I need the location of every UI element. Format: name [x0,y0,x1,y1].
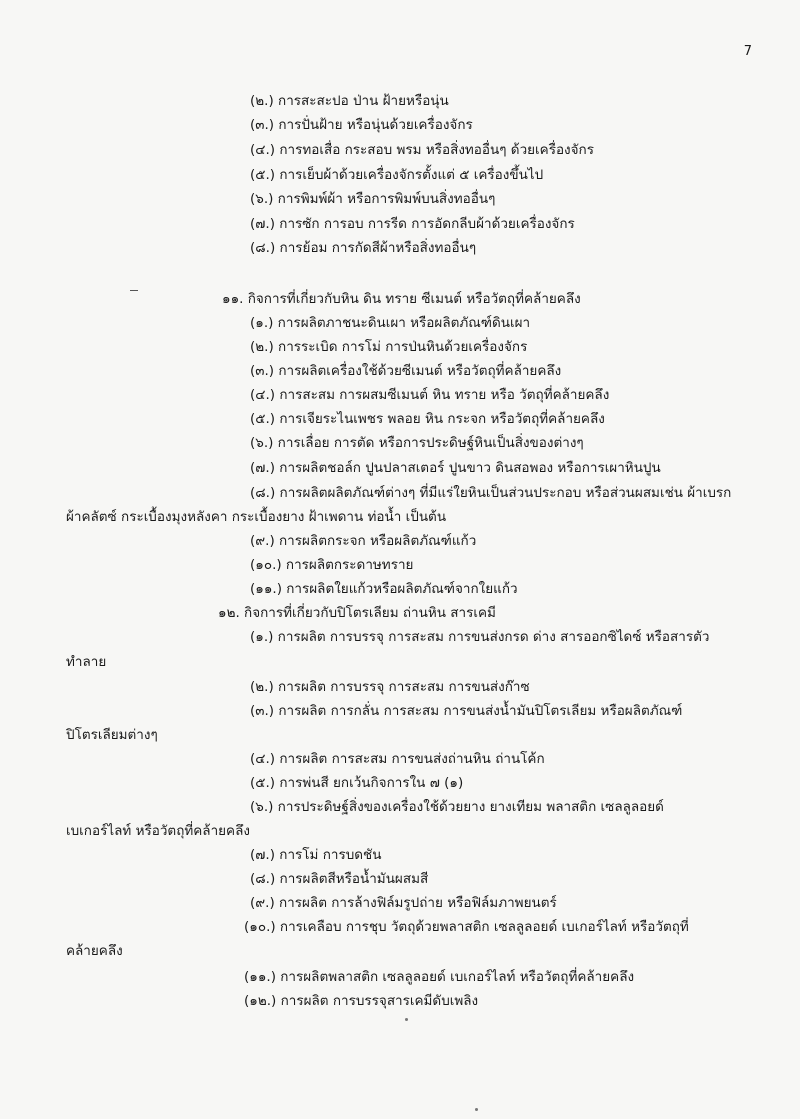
text-line: (๗.) การซัก การอบ การรีด การอัดกลีบผ้าด้วยเครื่องจักร [250,216,575,232]
text-line: (๓.) การผลิต การกลั่น การสะสม การขนส่งน้ำมันปิโตรเลียม หรือผลิตภัณฑ์ [250,703,683,719]
stray-mark [130,290,138,291]
text-line: (๑๑.) การผลิตพลาสติก เซลลูลอยด์ เบเกอร์ไลท์ หรือวัตถุที่คล้ายคลึง [244,969,635,985]
text-line: (๕.) การเจียระไนเพชร พลอย หิน กระจก หรือวัตถุที่คล้ายคลึง [250,411,605,427]
text-line: (๗.) การผลิตชอล์ก ปูนปลาสเตอร์ ปูนขาว ดินสอพอง หรือการเผาหินปูน [250,460,661,476]
section-heading: ๑๒. กิจการที่เกี่ยวกับปิโตรเลียม ถ่านหิน สารเคมี [218,605,496,621]
text-line: (๕.) การพ่นสี ยกเว้นกิจการใน ๗ (๑) [250,775,464,791]
text-line: (๑๐.) การผลิตกระดาษทราย [250,557,414,573]
text-line: (๔.) การทอเสื่อ กระสอบ พรม หรือสิ่งทออื่นๆ ด้วยเครื่องจักร [250,142,594,158]
text-line: ทำลาย [66,654,107,670]
text-line: (๗.) การโม่ การบดชัน [250,847,382,863]
text-line: (๙.) การผลิต การล้างฟิล์มรูปถ่าย หรือฟิล์มภาพยนตร์ [250,895,557,911]
text-line: ผ้าคลัตซ์ กระเบื้องมุงหลังคา กระเบื้องยาง ฝ้าเพดาน ท่อน้ำ เป็นต้น [66,509,447,525]
text-line: (๖.) การพิมพ์ผ้า หรือการพิมพ์บนสิ่งทออื่นๆ [250,191,496,207]
text-line: (๓.) การผลิตเครื่องใช้ด้วยซีเมนต์ หรือวัตถุที่คล้ายคลึง [250,363,562,379]
text-line: (๙.) การผลิตกระจก หรือผลิตภัณฑ์แก้ว [250,533,477,549]
page-number: 7 [743,44,752,59]
text-line: (๑.) การผลิตภาชนะดินเผา หรือผลิตภัณฑ์ดินเผา [250,315,531,331]
text-line: (๒.) การสะสะปอ ป่าน ฝ้ายหรือนุ่น [250,93,449,109]
text-line: (๑๐.) การเคลือบ การชุบ วัตถุด้วยพลาสติก เซลลูลอยด์ เบเกอร์ไลท์ หรือวัตถุที่ [244,919,689,935]
text-line: (๑๒.) การผลิต การบรรจุสารเคมีดับเพลิง [244,993,479,1009]
text-line: ปิโตรเลียมต่างๆ [66,727,158,743]
text-line: (๑๑.) การผลิตใยแก้วหรือผลิตภัณฑ์จากใยแก้ว [250,581,518,597]
scan-speck [405,1018,408,1021]
text-line: (๘.) การผลิตผลิตภัณฑ์ต่างๆ ที่มีแร่ใยหินเป็นส่วนประกอบ หรือส่วนผสมเช่น ผ้าเบรก [250,485,732,501]
text-line: (๒.) การผลิต การบรรจุ การสะสม การขนส่งก๊าซ [250,679,530,695]
text-line: (๘.) การย้อม การกัดสีผ้าหรือสิ่งทออื่นๆ [250,240,477,256]
text-line: (๘.) การผลิตสีหรือน้ำมันผสมสี [250,871,429,887]
text-line: (๓.) การปั่นฝ้าย หรือนุ่นด้วยเครื่องจักร [250,117,473,133]
text-line: (๖.) การเลื่อย การตัด หรือการประดิษฐ์หินเป็นสิ่งของต่างๆ [250,435,584,451]
text-line: (๒.) การระเบิด การโม่ การป่นหินด้วยเครื่องจักร [250,339,528,355]
text-line: (๔.) การผลิต การสะสม การขนส่งถ่านหิน ถ่านโค้ก [250,751,545,767]
text-line: (๕.) การเย็บผ้าด้วยเครื่องจักรตั้งแต่ ๕ เครื่องขึ้นไป [250,167,544,183]
text-line: (๔.) การสะสม การผสมซีเมนต์ หิน ทราย หรือ วัตถุที่คล้ายคลึง [250,387,610,403]
text-line: (๖.) การประดิษฐ์สิ่งของเครื่องใช้ด้วยยาง ยางเทียม พลาสติก เซลลูลอยด์ [250,799,664,815]
section-heading: ๑๑. กิจการที่เกี่ยวกับหิน ดิน ทราย ซีเมนต์ หรือวัตถุที่คล้ายคลึง [222,291,581,307]
scan-speck [475,1108,478,1111]
text-line: คล้ายคลึง [66,943,123,959]
text-line: (๑.) การผลิต การบรรจุ การสะสม การขนส่งกรด ด่าง สารออกซิไดซ์ หรือสารตัว [250,629,710,645]
text-line: เบเกอร์ไลท์ หรือวัตถุที่คล้ายคลึง [66,823,250,839]
